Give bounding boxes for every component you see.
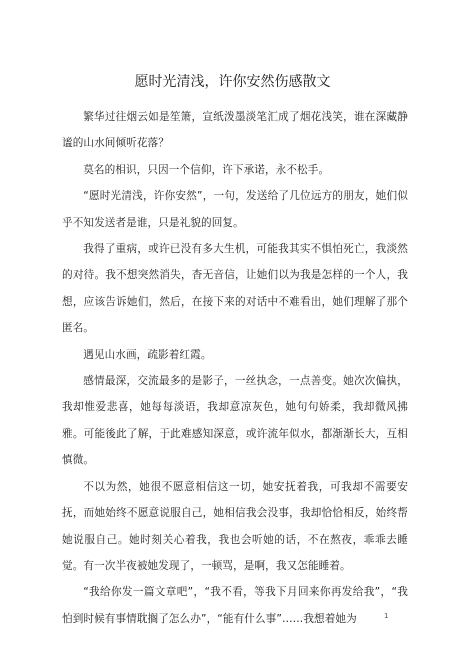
page-number: 1 (384, 612, 389, 620)
paragraph: 遇见山水画，疏影着红霞。 (83, 348, 212, 361)
paragraph: 感情最深，交流最多的是影子，一丝执念，一点善变。她次次偏执，我却惟爱悲喜，她每每淡语，我却意凉灰色，她句句娇柔，我却微风拂雅。可能後此了解，于此难感知深意，或许流年似水，都渐渐长大，互相慎微。 (62, 375, 408, 467)
paragraph: 我得了重病，或许已没有多大生机，可能我其实不惧怕死亡，我淡然的对待。我不想突然消失，杳无音信，让她们以为我是怎样的一个人，我想，应该告诉她们，然后，在接下来的对话中不难看出，她们理解了那个匿名。 (62, 243, 408, 335)
paragraph: “我给你发一篇文章吧”，“我不看，等我下月回来你再发给我”，“我怕到时候有事情耽搁了怎么办”，“能有什么事”……我想着她为 (62, 586, 408, 625)
paragraph: 不以为然，她很不愿意相信这一切，她安抚着我，可我却不需要安抚，而她始终不愿意说服自己，她相信我会没事，我却恰恰相反，始终帮她说服自己。她时刻关心着我，我也会听她的话，不在熬夜，乖乖去睡觉。有一次半夜被她发现了，一顿骂，是啊，我又怎能睡着。 (62, 480, 408, 572)
paragraph: 莫名的相识，只因一个信仰，许下承诺，永不松手。 (83, 163, 330, 176)
paragraph: “愿时光清浅，许你安然”，一句，发送给了几位远方的朋友，她们似乎不知发送者是谁，只是礼貌的回复。 (62, 190, 408, 229)
document-body (62, 104, 408, 632)
document-title: 愿时光清浅，许你安然伤感散文 (134, 74, 331, 90)
paragraph: 繁华过往烟云如是笙箫，宣纸泼墨淡笔汇成了烟花浅笑，谁在深藏静谧的山水间倾听花落？ (62, 111, 408, 150)
